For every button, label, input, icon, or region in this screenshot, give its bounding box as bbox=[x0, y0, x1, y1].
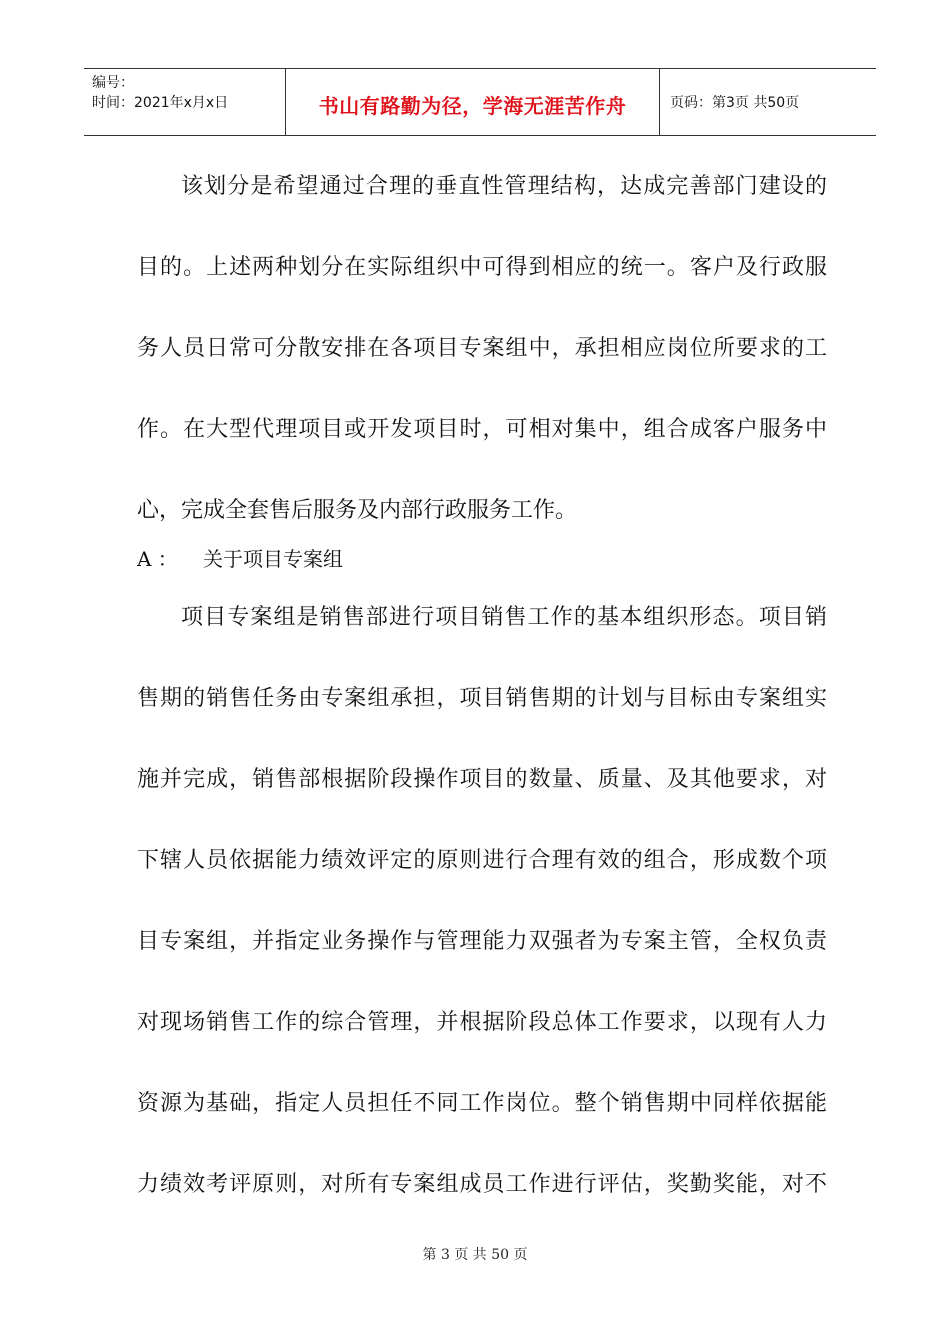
footer-page-number: 第 3 页 共 50 页 bbox=[422, 1247, 528, 1263]
header-page-number: 页码：第3页 共50页 bbox=[670, 95, 800, 111]
paragraph-line: 作。在大型代理项目或开发项目时，可相对集中，组合成客户服务中 bbox=[137, 417, 827, 442]
paragraph-line: 对现场销售工作的综合管理，并根据阶段总体工作要求，以现有人力 bbox=[137, 1010, 827, 1035]
paragraph-line: 施并完成，销售部根据阶段操作项目的数量、质量、及其他要求，对 bbox=[137, 767, 827, 792]
document-number-label: 编号： bbox=[92, 75, 134, 91]
paragraph-line: 心，完成全套售后服务及内部行政服务工作。 bbox=[137, 498, 578, 523]
paragraph-line: 下辖人员依据能力绩效评定的原则进行合理有效的组合，形成数个项 bbox=[137, 848, 827, 873]
paragraph-line: 项目专案组是销售部进行项目销售工作的基本组织形态。项目销 bbox=[181, 605, 827, 630]
header-meta bbox=[84, 69, 286, 135]
paragraph-line: 售期的销售任务由专案组承担，项目销售期的计划与目标由专案组实 bbox=[137, 686, 827, 711]
section-label: A ： bbox=[137, 547, 178, 571]
paragraph-line: 该划分是希望通过合理的垂直性管理结构，达成完善部门建设的 bbox=[181, 174, 827, 199]
page-header bbox=[84, 68, 876, 136]
header-motto: 书山有路勤为径，学海无涯苦作舟 bbox=[318, 93, 627, 118]
document-body bbox=[137, 170, 827, 1249]
section-heading bbox=[137, 542, 827, 576]
header-page-cell bbox=[660, 69, 876, 135]
page-footer bbox=[0, 1244, 950, 1264]
document-time-label: 时间：2021年x月x日 bbox=[92, 95, 229, 111]
paragraph-line: 目专案组，并指定业务操作与管理能力双强者为专案主管，全权负责 bbox=[137, 929, 827, 954]
section-title: 关于项目专案组 bbox=[203, 547, 343, 571]
header-motto-cell bbox=[286, 69, 660, 135]
paragraph-line: 务人员日常可分散安排在各项目专案组中，承担相应岗位所要求的工 bbox=[137, 336, 827, 361]
paragraph-line: 力绩效考评原则，对所有专案组成员工作进行评估，奖勤奖能，对不 bbox=[137, 1172, 827, 1197]
paragraph-line: 目的。上述两种划分在实际组织中可得到相应的统一。客户及行政服 bbox=[137, 255, 827, 280]
paragraph-line: 资源为基础，指定人员担任不同工作岗位。整个销售期中同样依据能 bbox=[137, 1091, 827, 1116]
